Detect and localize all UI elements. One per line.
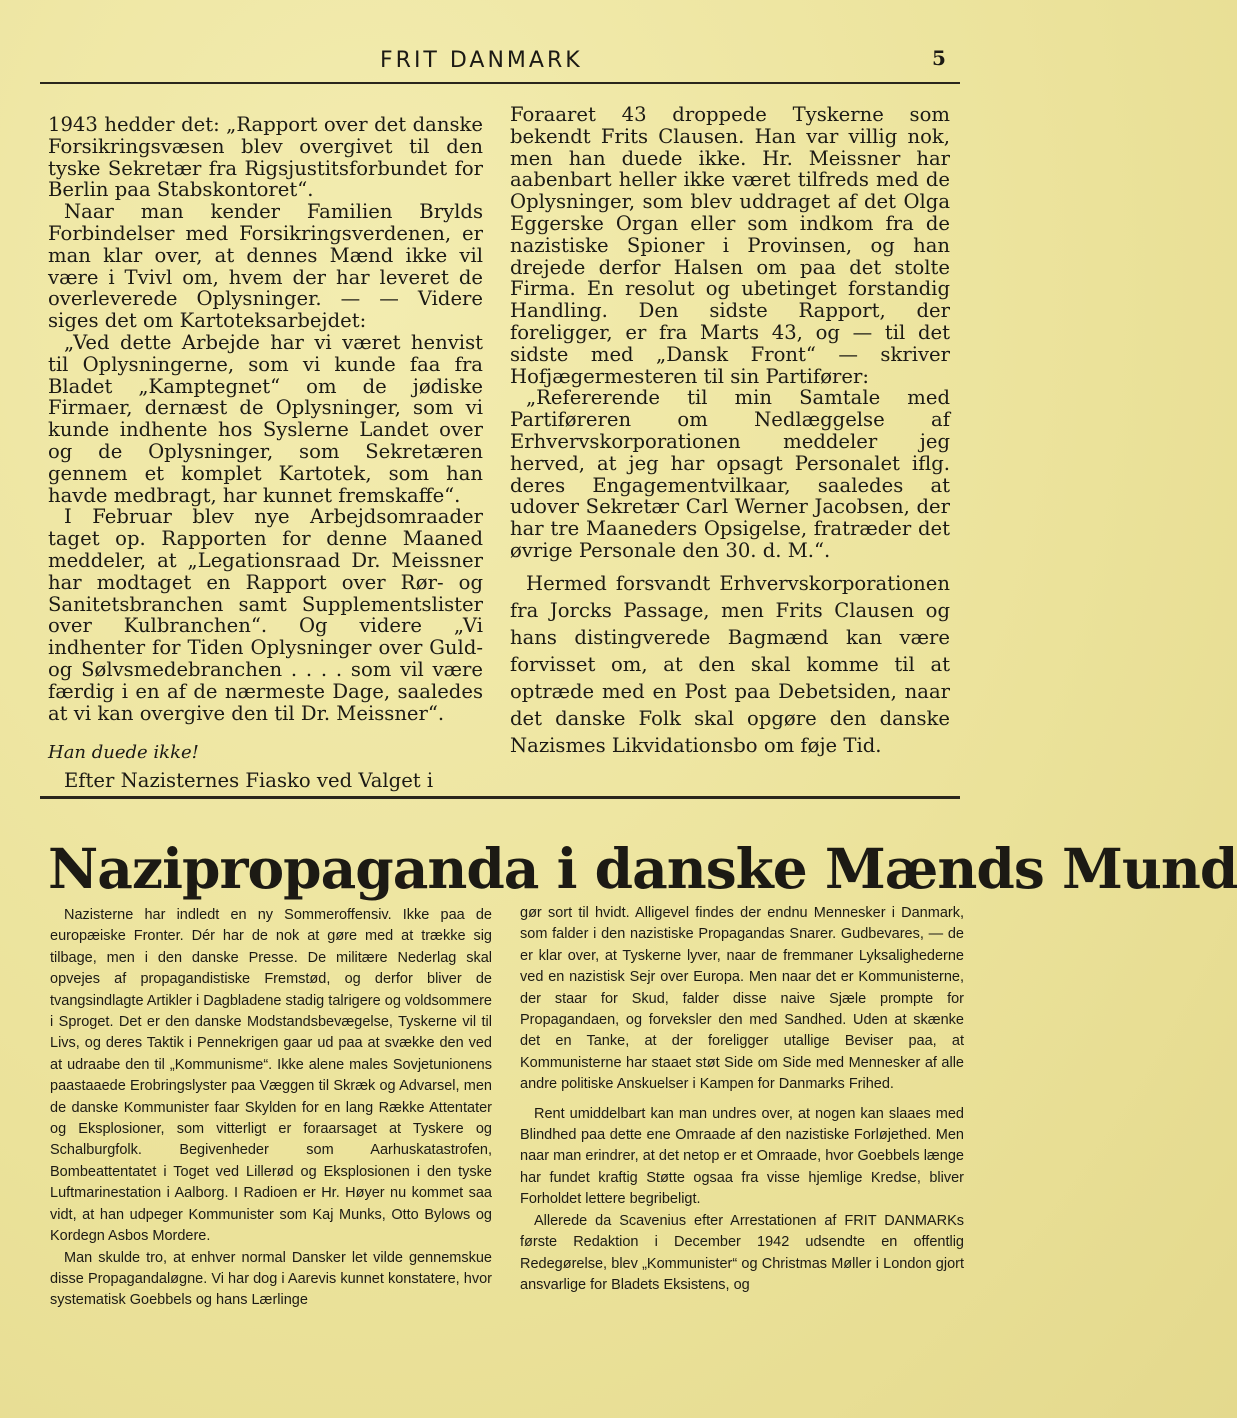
top-article-column-1	[48, 114, 483, 792]
masthead: FRIT DANMARK	[380, 48, 583, 73]
subheading: Han duede ikke!	[48, 742, 199, 764]
paragraph: gør sort til hvidt. Alligevel findes der endnu Mennesker i Danmark, som falder i den nazistiske Propagandas Snarer. Gudbevares, — de er klar over, at Tyskerne lyver, naar de fremmaner Lyksalighederne ved en nazistisk Sejr over Europa. Men naar det er Kommunisterne, der staar for Skud, falder disse naive Sjæle prompte for Propagandaen, og forveksler den med Sandhed. Uden at skænke det en Tanke, at der foreligger utallige Beviser paa, at Kommunisterne har staaet støt Side om Side med Mennesker af alle andre politiske Anskuelser i Kampen for Danmarks Frihed.	[520, 905, 964, 1093]
top-article-column-2	[510, 104, 950, 759]
paragraph: 1943 hedder det: „Rapport over det danske Forsikringsvæsen blev overgivet til den tyske Sekretær fra Rigsjustitsforbundet for Berlin paa Stabskontoret“.	[48, 113, 483, 202]
paragraph: Nazisterne har indledt en ny Sommeroffensiv. Ikke paa de europæiske Fronter. Dér har de nok at gøre med at trække sig tilbage, men i den danske Presse. De militære Nederlag skal opvejes af propagandistiske Fremstød, og derfor bliver de tvangsindlagte Artikler i Dagbladene stadig talrigere og voldsommere i Sproget. Det er den danske Modstandsbevægelse, Tyskerne vil til Livs, og deres Taktik i Pennekrigen gaar ud paa at svække den ved at udraabe den til „Kommunisme“. Ikke alene males Sovjetunionens paastaaede Erobringslyster paa Væggen til Skræk og Advarsel, men de danske Kommunister faar Skylden for en lang Række Attentater og Eksplosioner, som vitterligt er foraarsaget at Tyskere og Schalburgfolk. Begivenheder som Aarhuskatastrofen, Bombeattentatet i Toget ved Lillerød og Eksplosionen i den tyske Luftmarinestation i Aalborg. I Radioen er Hr. Høyer nu kommet saa vidt, at han udpeger Kommunister som Kaj Munks, Otto Bylows og Kordegn Asbos Mordere.	[50, 907, 492, 1245]
article-headline: Nazipropaganda i danske Mænds Mund	[48, 836, 1237, 901]
paragraph: Allerede da Scavenius efter Arrestationen af FRIT DANMARKs første Redaktion i December 1942 udsendte en offentlig Redegørelse, blev „Kommunister“ og Christmas Møller i London gjort ansvarlige for Bladets Eksistens, og	[520, 1212, 964, 1293]
header-rule	[40, 82, 960, 84]
paragraph: I Februar blev nye Arbejdsomraader taget op. Rapporten for denne Maaned meddeler, at „Legationsraad Dr. Meissner har modtaget en Rapport over Rør- og Sanitetsbranchen samt Supplementslister over Kulbranchen“. Og videre „Vi indhenter for Tiden Oplysninger over Guld- og Sølvsmedebranchen . . . . som vil være færdig i en af de nærmeste Dage, saaledes at vi kan overgive den til Dr. Meissner“.	[48, 505, 483, 725]
bottom-article-column-1	[50, 905, 492, 1312]
bottom-article-column-2	[520, 903, 964, 1296]
paragraph: Rent umiddelbart kan man undres over, at nogen kan slaaes med Blindhed paa dette ene Omraade af den nazistiske Forløjethed. Men naar man erindrer, at det netop er et Omraade, hvor Goebbels længe har fundet kraftig Støtte ogsaa fra visse hjemlige Kredse, bliver Forholdet lettere begribeligt.	[520, 1105, 964, 1208]
paragraph: Foraaret 43 droppede Tyskerne som bekendt Frits Clausen. Han var villig nok, men han duede ikke. Hr. Meissner har aabenbart heller ikke været tilfreds med de Oplysninger, som blev uddraget af det Olga Eggerske Organ eller som indkom fra de nazistiske Spioner i Provinsen, og han drejede derfor Halsen om paa det stolte Firma. En resolut og ubetinget forstandig Handling. Den sidste Rapport, der foreligger, er fra Marts 43, og — til det sidste med „Dansk Front“ — skriver Hofjægermesteren til sin Partifører:	[510, 103, 950, 388]
section-divider	[40, 796, 960, 799]
paragraph: Efter Nazisternes Fiasko ved Valget i	[64, 769, 434, 793]
paragraph: „Refererende til min Samtale med Partiføreren om Nedlæggelse af Erhvervskorporationen meddeler jeg herved, at jeg har opsagt Personalet iflg. deres Engagementvilkaar, saaledes at udover Sekretær Carl Werner Jacobsen, der har tre Maaneders Opsigelse, fratræder det øvrige Personale den 30. d. M.“.	[510, 386, 950, 562]
page-number: 5	[932, 46, 946, 70]
paragraph: „Ved dette Arbejde har vi været henvist til Oplysningerne, som vi kunde faa fra Bladet „Kamptegnet“ om de jødiske Firmaer, dernæst de Oplysninger, som vi kunde indhente hos Syslerne Landet over og de Oplysninger, som Sekretæren gennem et komplet Kartotek, som han havde medbragt, har kunnet fremskaffe“.	[48, 330, 483, 507]
paragraph: Man skulde tro, at enhver normal Dansker let vilde gennemskue disse Propagandaløgne. Vi har dog i Aarevis kunnet konstatere, hvor systematisk Goebbels og hans Lærlinge	[50, 1249, 492, 1309]
page-header	[0, 48, 1000, 78]
paragraph: Hermed forsvandt Erhvervskorporationen fra Jorcks Passage, men Frits Clausen og hans distingverede Bagmænd kan være forvisset om, at den skal komme til at optræde med en Post paa Debetsiden, naar det danske Folk skal opgøre den danske Nazismes Likvidationsbo om føje Tid.	[510, 571, 950, 757]
paragraph: Naar man kender Familien Brylds Forbindelser med Forsikringsverdenen, er man klar over, at dennes Mænd ikke vil være i Tvivl om, hvem der har leveret de overleverede Oplysninger. — — Videre siges det om Kartoteksarbejdet:	[48, 200, 483, 333]
